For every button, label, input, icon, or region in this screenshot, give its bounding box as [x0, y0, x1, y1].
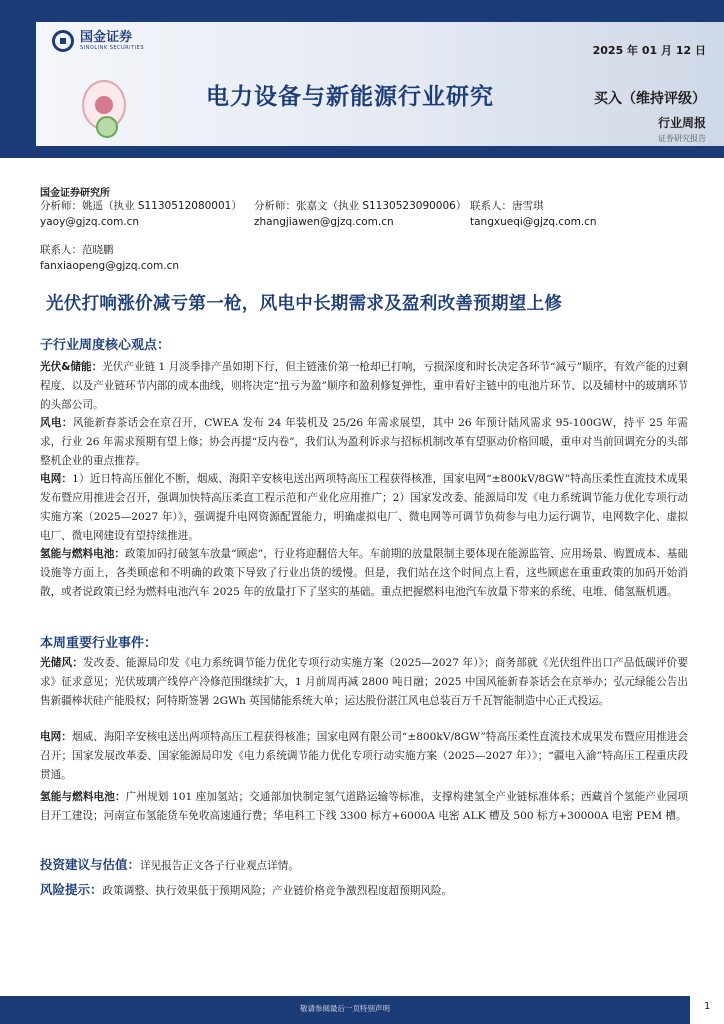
report-title: 电力设备与新能源行业研究 — [206, 84, 494, 110]
analyst-4-email[interactable]: fanxiaopeng@gjzq.com.cn — [40, 260, 180, 272]
report-subtype: 证券研究报告 — [658, 134, 706, 143]
analyst-3-email[interactable]: tangxueqi@gjzq.com.cn — [470, 216, 597, 228]
risk-text: 政策调整、执行效果低于预期风险；产业链价格竞争激烈程度超预期风险。 — [102, 885, 453, 897]
logo-name-cn: 国金证券 — [80, 30, 133, 45]
core-view-grid — [40, 470, 688, 546]
logo-icon — [52, 30, 74, 52]
events-heading: 本周重要行业事件： — [40, 636, 158, 651]
investment-label: 投资建议与估值： — [40, 857, 141, 872]
report-headline: 光伏打响涨价减亏第一枪，风电中长期需求及盈利改善预期望上修 — [46, 294, 563, 314]
research-firm: 国金证券研究所 — [40, 188, 110, 199]
core-view-h2 — [40, 545, 688, 602]
report-type: 行业周报 — [657, 116, 706, 130]
company-logo — [52, 30, 144, 52]
analyst-1-label: 分析师：姚遥（执业 S1130512080001） — [40, 200, 242, 212]
page-number: 1 — [704, 1001, 711, 1012]
risk-warning — [40, 880, 452, 901]
analyst-1-email[interactable]: yaoy@gjzq.com.cn — [40, 216, 140, 228]
analyst-4-label: 联系人：范晓鹏 — [40, 244, 114, 256]
decorative-emblem-icon — [96, 116, 118, 138]
core-view-h2-text: 政策加码打破氢车放量“顾虑”，行业将迎翻倍大年。车前期的放量限制主要体现在能源监管、应用场景、购置成本、基础设施等方面上，各类顾虑和不明确的政策下导致了行业出货的缓慢。但是，我们站在这个时间点上看，这些顾虑在重重政策的加码开始消散，或者说政策已经为燃料电池汽车 2025 年的放量打下了坚实的基础。重点把握燃料电池汽车放量下带来的系统、电堆、储氢瓶机遇。 — [40, 548, 688, 598]
rating-label: 买入（维持评级） — [594, 91, 706, 107]
core-view-wind — [40, 414, 688, 471]
risk-label: 风险提示： — [40, 882, 103, 897]
investment-text: 详见报告正文各子行业观点详情。 — [140, 860, 299, 872]
core-view-pv-label: 光伏&储能： — [40, 361, 103, 373]
footer-disclaimer: 敬请参阅最后一页特别声明 — [300, 1004, 390, 1013]
core-view-h2-label: 氢能与燃料电池： — [40, 548, 125, 560]
core-view-wind-text: 风能新春茶话会在京召开，CWEA 发布 24 年装机及 25/26 年需求展望，其中 26 年预计陆风需求 95-100GW，持平 25 年需求，行业 26 年需求预期有望上修；协会再提“反内卷”，我们认为盈利诉求与招标机制改革有望驱动价格回暖，重申对当前回调充分的头部整机企业的重点推荐。 — [40, 417, 688, 467]
core-view-heading: 子行业周度核心观点： — [40, 338, 171, 353]
investment-advice — [40, 855, 299, 876]
events-h2 — [40, 788, 688, 826]
analyst-1 — [40, 198, 242, 230]
core-view-pv — [40, 358, 688, 415]
analyst-2 — [254, 198, 466, 230]
events-pv-label: 光储风： — [40, 657, 83, 669]
events-pv — [40, 654, 688, 711]
events-h2-text: 广州规划 101 座加氢站；交通部加快制定氢气道路运输等标准，支撑构建氢全产业链标准体系；西藏首个氢能产业园项目开工建设；河南宣布氢能货车免收高速通行费；华电科工下线 3300 标方+6000A 电密 ALK 槽及 500 标方+30000A 电密 PEM 槽。 — [40, 791, 689, 822]
analyst-2-email[interactable]: zhangjiawen@gjzq.com.cn — [254, 216, 394, 228]
events-grid — [40, 728, 688, 785]
report-date: 2025 年 01 月 12 日 — [592, 44, 706, 57]
events-grid-label: 电网： — [40, 731, 72, 743]
events-grid-text: 烟威、海阳辛安核电送出两项特高压工程获得核准；国家电网有限公司“±800kV/8GW”特高压柔性直流技术成果发布暨应用推进会召开；国家发展改革委、国家能源局印发《电力系统调节能力优化专项行动实施方案（2025—2027 年）》；“疆电入渝”特高压工程重庆段贯通。 — [40, 731, 688, 781]
core-view-grid-text: 1）近日特高压催化不断，烟威、海阳辛安核电送出两项特高压工程获得核准，国家电网“±800kV/8GW”特高压柔性直流技术成果发布暨应用推进会召开，强调加快特高压柔直工程示范和产业化应用推广；2）国家发改委、能源局印发《电力系统调节能力优化专项行动实施方案（2025—2027 年）》，强调提升电网资源配置能力，明确虚拟电厂、微电网等可调节负荷参与电力运行调节，电网数字化、虚拟电厂、微电网建设有望持续推进。 — [40, 473, 689, 542]
logo-name-en: SINOLINK SECURITIES — [80, 45, 144, 51]
core-view-pv-text: 光伏产业链 1 月淡季排产虽如期下行，但主链涨价第一枪却已打响，亏损深度和时长决定各环节“减亏”顺序，有效产能的过剩程度、以及产业链环节内部的成本曲线，则将决定“扭亏为盈”顺序和盈利修复弹性，重申看好主链中的电池片环节、以及辅材中的玻璃环节的头部公司。 — [40, 361, 688, 411]
core-view-grid-label: 电网： — [40, 473, 73, 485]
events-h2-label: 氢能与燃料电池： — [40, 791, 126, 803]
core-view-wind-label: 风电： — [40, 417, 73, 429]
analyst-2-label: 分析师：张嘉文（执业 S1130523090006） — [254, 200, 467, 212]
analyst-3 — [470, 198, 597, 230]
analyst-4 — [40, 242, 179, 274]
analyst-3-label: 联系人：唐雪琪 — [470, 200, 544, 212]
events-pv-text: 发改委、能源局印发《电力系统调节能力优化专项行动实施方案（2025—2027 年）》；商务部就《光伏组件出口产品低碳评价要求》征求意见；光伏玻璃产线停产冷修范围继续扩大，1 月前周再减 2800 吨日融；2025 中国风能新春茶话会在京举办；弘元绿能公告出售新疆棒状硅产能股权；阿特斯签署 2GWh 英国储能系统大单；运达股份湛江风电总装百万千瓦智能制造中心正式投运。 — [40, 657, 689, 707]
